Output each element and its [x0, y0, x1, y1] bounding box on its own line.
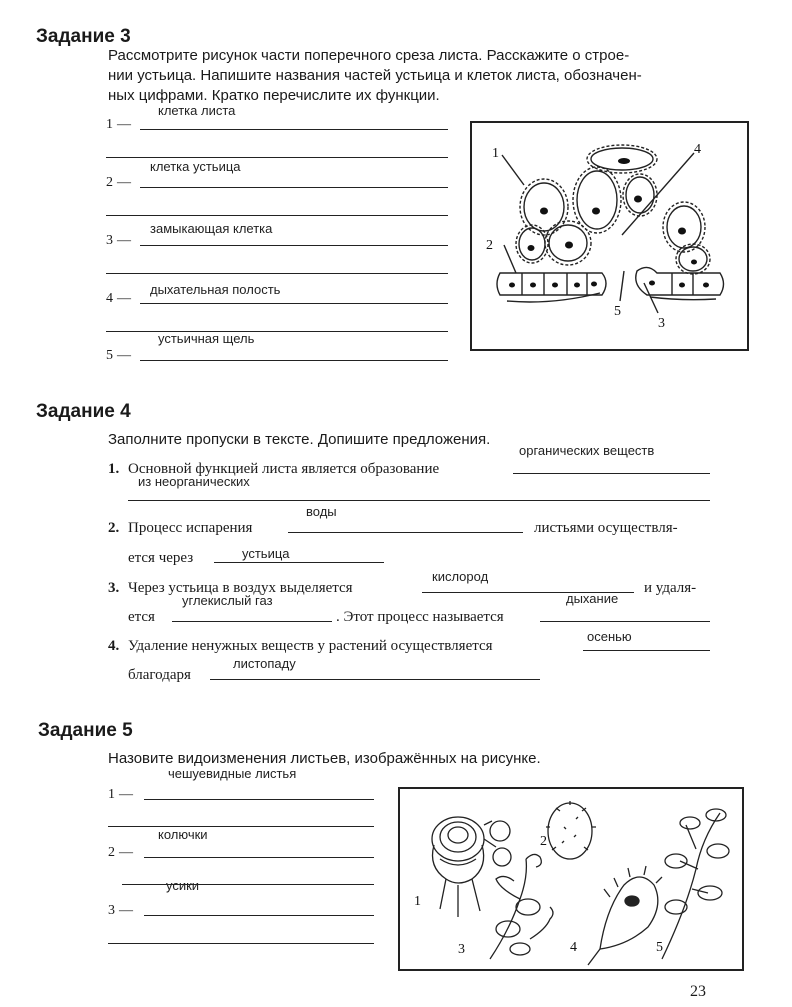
figure-label: 5 — [656, 940, 663, 955]
stoma-figure — [470, 121, 749, 351]
leaf-modifications-drawing — [400, 789, 742, 969]
answer-text: усики — [166, 878, 200, 893]
answer-text: чешуевидные листья — [168, 766, 297, 781]
answer-line — [540, 621, 710, 622]
answer-number: 1 — [108, 787, 115, 802]
answer-line — [144, 857, 374, 858]
answer-number: 4 — [106, 291, 113, 306]
answer-line — [583, 650, 710, 651]
answer-text: устьица — [242, 546, 290, 561]
answer-text: замыкающая клетка — [150, 221, 273, 236]
answer-text: воды — [306, 504, 337, 519]
task3-heading: Задание 3 — [36, 26, 131, 47]
answer-line — [128, 500, 710, 501]
leafy-shoot-illustration — [662, 809, 729, 959]
answer-text: дыхательная полость — [150, 282, 281, 297]
sentence-text: ется — [128, 609, 155, 625]
answer-line — [108, 826, 374, 827]
figure-label: 2 — [540, 834, 547, 849]
task3-instruction-line: Рассмотрите рисунок части поперечного среза листа. Расскажите о строе- — [108, 47, 630, 64]
task3-instruction-line: нии устьица. Напишите названия частей устьица и клеток листа, обозначен- — [108, 67, 642, 84]
answer-line — [140, 360, 448, 361]
task4-instruction: Заполните пропуски в тексте. Допишите предложения. — [108, 431, 491, 448]
answer-text: дыхание — [566, 591, 619, 606]
page-number: 23 — [690, 983, 706, 1000]
figure-label: 1 — [414, 894, 421, 909]
task5-heading: Задание 5 — [38, 720, 133, 741]
sentence-text: Удаление ненужных веществ у растений осуществляется — [128, 638, 493, 654]
answer-line — [140, 303, 448, 304]
answer-text: углекислый газ — [182, 593, 273, 608]
answer-line — [106, 215, 448, 216]
answer-line — [140, 129, 448, 130]
answer-text: клетка устьица — [150, 159, 241, 174]
answer-line — [140, 245, 448, 246]
answer-text: из неорганических — [138, 474, 250, 489]
sentence-text: Процесс испарения — [128, 520, 253, 536]
task3-instruction-line: ных цифрами. Кратко перечислите их функции. — [108, 87, 440, 104]
answer-line — [108, 943, 374, 944]
figure-label: 3 — [458, 942, 465, 957]
sentence-number: 3. — [108, 580, 120, 596]
answer-line — [172, 621, 332, 622]
sentence-number: 4. — [108, 638, 120, 654]
answer-text: колючки — [158, 827, 208, 842]
answer-line — [144, 799, 374, 800]
answer-number: 3 — [106, 233, 113, 248]
answer-line — [140, 187, 448, 188]
figure-label: 4 — [694, 142, 701, 157]
answer-number: 3 — [108, 903, 115, 918]
tendrils-illustration — [490, 854, 553, 959]
answer-text: органических веществ — [519, 443, 655, 458]
answer-number: 2 — [106, 175, 113, 190]
figure-label: 5 — [614, 304, 621, 319]
answer-number: 1 — [106, 117, 113, 132]
figure-label: 2 — [486, 238, 493, 253]
sentence-text: благодаря — [128, 667, 191, 683]
answer-number: 5 — [106, 348, 113, 363]
answer-text: клетка листа — [158, 103, 236, 118]
answer-line — [106, 157, 448, 158]
figure-label: 1 — [492, 146, 499, 161]
answer-number: 2 — [108, 845, 115, 860]
answer-text: устьичная щель — [158, 331, 255, 346]
answer-text: листопаду — [233, 656, 296, 671]
answer-text: осенью — [587, 629, 632, 644]
answer-line — [513, 473, 710, 474]
task5-instruction: Назовите видоизменения листьев, изображённых на рисунке. — [108, 750, 541, 767]
leaf-modifications-figure — [398, 787, 744, 971]
task4-heading: Задание 4 — [36, 401, 131, 422]
sentence-text: ется через — [128, 550, 194, 566]
answer-line — [288, 532, 523, 533]
sentence-text: . Этот процесс называется — [336, 609, 504, 625]
sentence-number: 2. — [108, 520, 120, 536]
sentence-text: Основной функцией листа является образование — [128, 461, 440, 477]
answer-text: кислород — [432, 569, 489, 584]
answer-line — [144, 915, 374, 916]
figure-label: 4 — [570, 940, 577, 955]
answer-line — [210, 679, 540, 680]
answer-line — [122, 884, 374, 885]
answer-line — [214, 562, 384, 563]
stoma-cross-section-drawing — [472, 123, 747, 349]
sentence-text: и удаля- — [644, 580, 697, 596]
sentence-text: листьями осуществля- — [534, 520, 678, 536]
trapping-leaf-illustration — [588, 866, 662, 965]
spines-illustration — [546, 801, 596, 859]
sentence-text: Через устьица в воздух выделяется — [128, 580, 353, 596]
sentence-number: 1. — [108, 461, 120, 477]
answer-line — [106, 273, 448, 274]
figure-label: 3 — [658, 316, 665, 331]
scaly-leaves-illustration — [432, 817, 511, 917]
